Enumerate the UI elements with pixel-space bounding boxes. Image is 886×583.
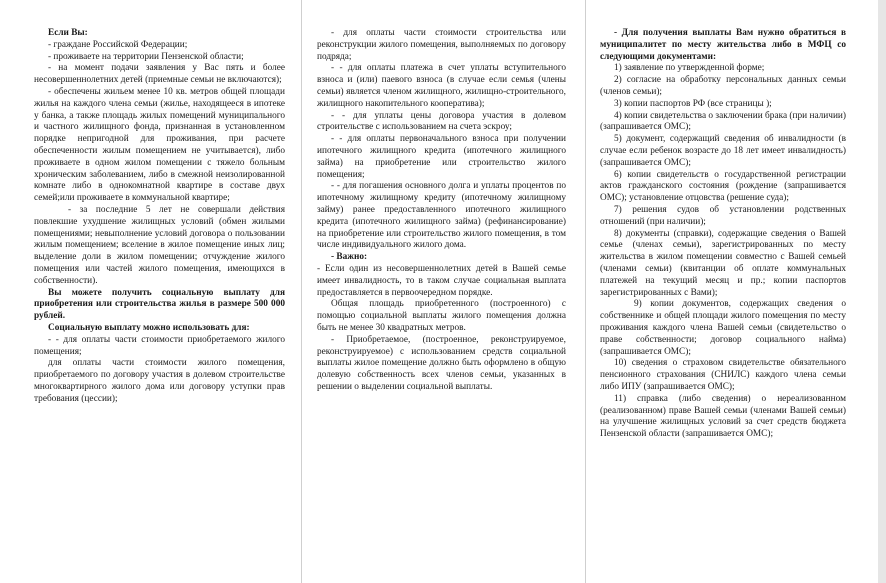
usage-heading: Социальную выплату можно использовать для: [48, 322, 250, 333]
important-heading: - Важно: [331, 252, 368, 263]
usage-item: - - для оплаты первоначального взноса при получении ипотечного жилищного кредита (ипотечного жилищного займа) на приобретение или строительство жилого помещения; [317, 134, 566, 180]
usage-item: - - для оплаты платежа в счет уплаты вступительного взноса и (или) паевого взноса (в случае если семья (члены семьи) является членом жилищного, жилищно-строительного, жилищного накопительного кооператива); [317, 63, 566, 109]
page-edge [878, 0, 886, 583]
eligibility-children: - на момент подачи заявления у Вас пять и более несовершеннолетних детей (приемные семьи не включаются); [34, 63, 285, 86]
column-divider [301, 0, 302, 583]
usage-item: - - для оплаты части стоимости приобретаемого жилого помещения; [34, 334, 285, 357]
document-item: 10) сведения о страховом свидетельстве обязательного пенсионного страхования (СНИЛС) каждого члена семьи либо ИПУ (запрашивается ОМС); [600, 358, 846, 392]
minimum-area-note: Общая площадь приобретенного (построенного) с помощью социальной выплаты жилого помещения должна быть не менее 30 квадратных метров. [317, 299, 566, 333]
usage-item: - - для уплаты цены договора участия в долевом строительстве с использованием на счета эскроу; [317, 110, 566, 133]
document-item: 5) документ, содержащий сведения об инвалидности (в случае если ребенок возрасте до 18 лет имеет инвалидность) (запрашивается ОМС); [600, 134, 846, 168]
eligibility-residence: - проживаете на территории Пензенской области; [48, 51, 244, 62]
eligibility-housing: - обеспечены жильем менее 10 кв. метров общей площади жилья на каждого члена семьи (жилье, находящееся в ипотеке у банка, а также площадь жилых помещений муниципального и частного жилищного фонда, признанная в установленном порядке непригодной для проживания, при расчете обеспеченности жилым помещением не учитывается), либо проживаете в одном жилом помещении с тяжело больным хроническим заболеванием, либо в смежной неизолированной комнате либо в однокомнатной квартире в составе двух семей;или проживаете в коммунальной квартире; [34, 86, 285, 204]
document-item: 6) копии свидетельств о государственной регистрации актов гражданского состояния (рождение (запрашивается ОМС); установление отцовства (решение суда); [600, 169, 846, 204]
column-usage [317, 28, 566, 394]
document-item: 4) копии свидетельства о заключении брака (при наличии) (запрашивается ОМС); [600, 110, 846, 133]
usage-item: - для оплаты части стоимости строительства или реконструкции жилого помещения, выполняемых по договору подряда; [317, 28, 566, 62]
column-documents [600, 28, 846, 441]
eligibility-citizenship: - граждане Российской Федерации; [48, 39, 188, 50]
usage-item: для оплаты части стоимости жилого помещения, приобретаемого по договору участия в долевом строительстве многоквартирного жилого дома или договору уступки прав требования (цессии); [34, 358, 285, 404]
document-item: 9) копии документов, содержащих сведения о собственнике и общей площади жилого помещения по месту проживания каждого члена Вашей семьи (свидетельство о праве собственности; договор социального найма) (запрашивается ОМС); [600, 299, 846, 357]
document-item: 11) справка (либо сведения) о нереализованном (реализованном) праве Вашей семьи (членами Вашей семьи) на улучшение жилищных условий за счет средств бюджета Пензенской области (запрашивается ОМС); [600, 393, 846, 440]
document-item: 8) документы (справки), содержащие сведения о Вашей семье (членах семьи), зарегистрированных по месту жительства в жилом помещении совместно с Вашей семьей (членами семьи) (квитанции об оплате коммунальных платежей на текущий месяц и пр.; копии паспортов зарегистрированных с Вами); [600, 228, 846, 298]
usage-item: - - для погашения основного долга и уплаты процентов по ипотечному жилищному кредиту (ипотечному жилищному займу) ранее предоставленного ипотечного жилищного кредита (ипотечного жилищного займа) (рефинансирование) на приобретение или строительство жилого помещения, в том числе индивидуального жилого дома. [317, 181, 566, 251]
ownership-note: - Приобретаемое, (построенное, реконструируемое, реконструируемое) с использованием средств социальной выплаты жилое помещение должно быть оформлено в общую долевую собственность всех членов семьи, указанных в решении о выделении социальной выплаты. [317, 334, 566, 392]
important-disability-note: - Если один из несовершеннолетних детей в Вашей семье имеет инвалидность, то в таком случае социальная выплата предоставляется в первоочередном порядке. [317, 263, 566, 298]
documents-intro: - Для получения выплаты Вам нужно обратиться в муниципалитет по месту жительства либо в МФЦ со следующими документами: [600, 28, 846, 62]
eligibility-heading: Если Вы: [48, 28, 88, 38]
document-item: 3) копии паспортов РФ (все страницы ); [614, 98, 772, 109]
column-eligibility [34, 28, 285, 406]
payment-amount-text: Вы можете получить социальную выплату для приобретения или строительства жилья в размере 500 000 рублей. [34, 287, 285, 322]
document-item: 1) заявление по утвержденной форме; [614, 63, 765, 74]
document-item: 2) согласие на обработку персональных данных семьи (членов семьи); [600, 75, 846, 97]
eligibility-no-worsening: - за последние 5 лет не совершали действия повлекшие ухудшение жилищных условий (обмен жилыми помещениями; невыполнение условий договора о пользовании жилым помещением; вселение в жилое помещение иных лиц; выделение доли в жилом помещении; отчуждение жилого помещения или частей жилого помещения, имеющихся в собственности). [34, 204, 285, 286]
document-item: 7) решения судов об установлении родственных отношений (при наличии); [600, 204, 846, 227]
column-divider [585, 0, 586, 583]
